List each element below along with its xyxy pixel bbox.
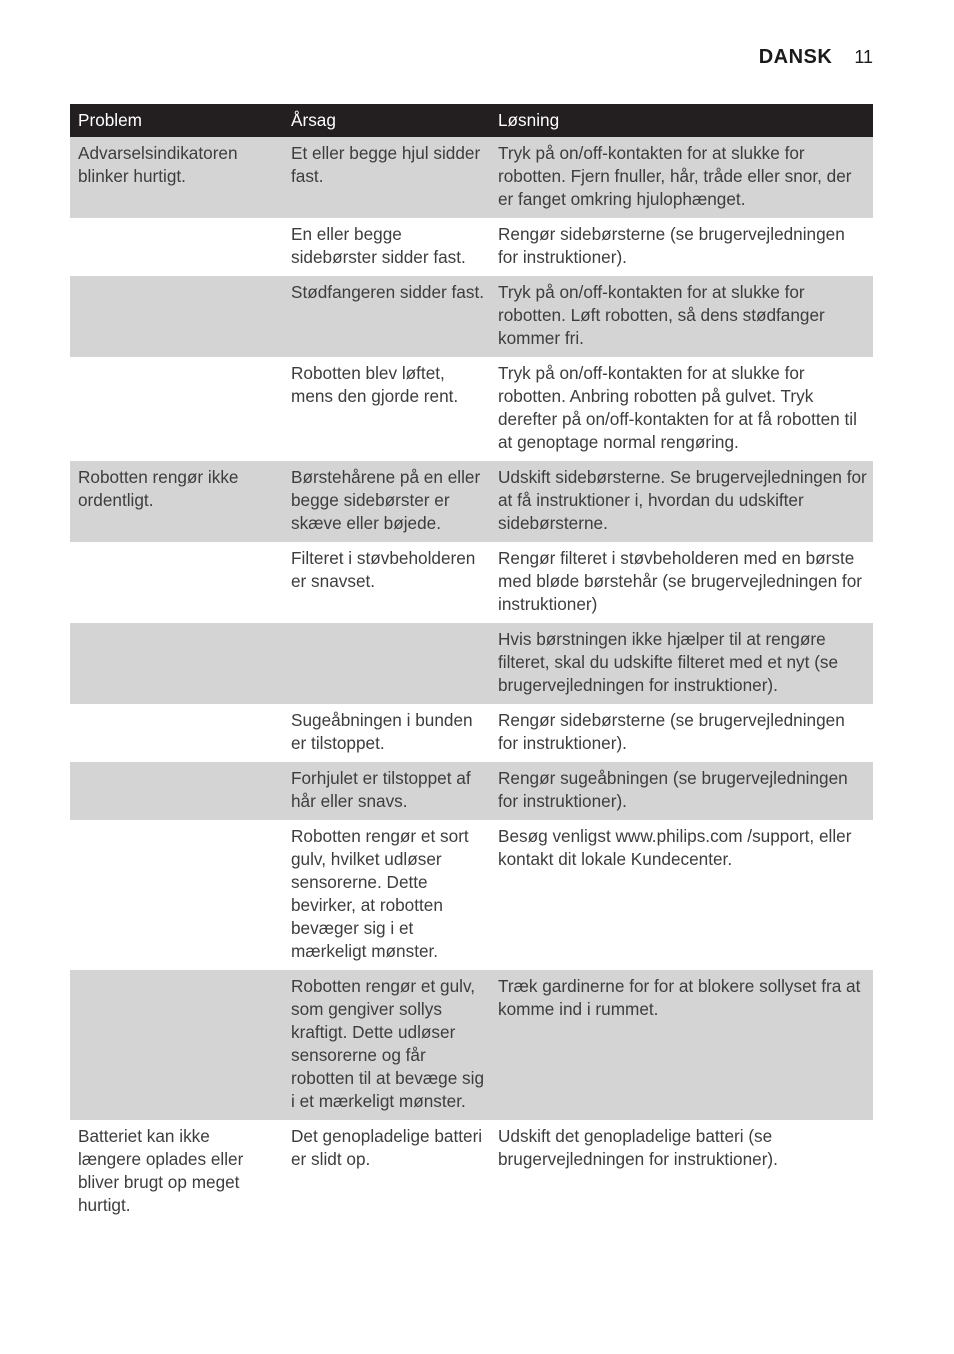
solution-cell: Rengør filteret i støvbeholderen med en børste med bløde børstehår (se brugervejledningen for instruktioner) (490, 542, 873, 623)
solution-cell: Besøg venligst www.philips.com /support, eller kontakt dit lokale Kundecenter. (490, 820, 873, 970)
problem-cell: Robotten rengør ikke ordentligt. (70, 461, 283, 542)
table-row (70, 623, 873, 704)
problem-cell: Advarselsindikatoren blinker hurtigt. (70, 137, 283, 218)
cause-cell: Et eller begge hjul sidder fast. (283, 137, 490, 218)
solution-cell: Rengør sugeåbningen (se brugervejledningen for instruktioner). (490, 762, 873, 820)
column-header-solution: Løsning (490, 104, 873, 137)
page-number: 11 (854, 47, 873, 67)
cause-cell (283, 623, 490, 704)
table-row (70, 704, 873, 762)
problem-cell (70, 762, 283, 820)
column-header-problem: Problem (70, 104, 283, 137)
cause-cell: En eller begge sidebørster sidder fast. (283, 218, 490, 276)
cause-cell: Forhjulet er tilstoppet af hår eller snavs. (283, 762, 490, 820)
problem-cell (70, 357, 283, 461)
table-row (70, 357, 873, 461)
table-row (70, 542, 873, 623)
cause-cell: Robotten rengør et sort gulv, hvilket udløser sensorerne. Dette bevirker, at robotten bevæger sig i et mærkeligt mønster. (283, 820, 490, 970)
table-row (70, 218, 873, 276)
table-row (70, 820, 873, 970)
solution-cell: Udskift det genopladelige batteri (se brugervejledningen for instruktioner). (490, 1120, 873, 1224)
cause-cell: Robotten rengør et gulv, som gengiver sollys kraftigt. Dette udløser sensorerne og får robotten til at bevæge sig i et mærkeligt mønster. (283, 970, 490, 1120)
problem-cell (70, 970, 283, 1120)
problem-cell: Batteriet kan ikke længere oplades eller bliver brugt op meget hurtigt. (70, 1120, 283, 1224)
solution-cell: Rengør sidebørsterne (se brugervejledningen for instruktioner). (490, 218, 873, 276)
cause-cell: Robotten blev løftet, mens den gjorde rent. (283, 357, 490, 461)
solution-cell: Tryk på on/off-kontakten for at slukke for robotten. Løft robotten, så dens stødfanger kommer fri. (490, 276, 873, 357)
table-row (70, 970, 873, 1120)
problem-cell (70, 623, 283, 704)
solution-cell: Hvis børstningen ikke hjælper til at rengøre filteret, skal du udskifte filteret med et nyt (se brugervejledningen for instruktioner). (490, 623, 873, 704)
column-header-cause: Årsag (283, 104, 490, 137)
table-row (70, 762, 873, 820)
solution-cell: Rengør sidebørsterne (se brugervejledningen for instruktioner). (490, 704, 873, 762)
problem-cell (70, 542, 283, 623)
language-label: DANSK (758, 46, 833, 68)
problem-cell (70, 276, 283, 357)
table-row (70, 137, 873, 218)
cause-cell: Stødfangeren sidder fast. (283, 276, 490, 357)
cause-cell: Sugeåbningen i bunden er tilstoppet. (283, 704, 490, 762)
solution-cell: Tryk på on/off-kontakten for at slukke for robotten. Fjern fnuller, hår, tråde eller snor, der er fanget omkring hjulophænget. (490, 137, 873, 218)
cause-cell: Børstehårene på en eller begge sidebørster er skæve eller bøjede. (283, 461, 490, 542)
table-row (70, 461, 873, 542)
solution-cell: Træk gardinerne for for at blokere sollyset fra at komme ind i rummet. (490, 970, 873, 1120)
troubleshooting-table (70, 104, 873, 1224)
table-row (70, 1120, 873, 1224)
table-header-row (70, 104, 873, 137)
cause-cell: Filteret i støvbeholderen er snavset. (283, 542, 490, 623)
solution-cell: Tryk på on/off-kontakten for at slukke for robotten. Anbring robotten på gulvet. Tryk derefter på on/off-kontakten for at få robotten til at genoptage normal rengøring. (490, 357, 873, 461)
page-header (759, 46, 873, 69)
solution-cell: Udskift sidebørsterne. Se brugervejledningen for at få instruktioner i, hvordan du udskifter sidebørsterne. (490, 461, 873, 542)
problem-cell (70, 704, 283, 762)
problem-cell (70, 820, 283, 970)
table-row (70, 276, 873, 357)
problem-cell (70, 218, 283, 276)
cause-cell: Det genopladelige batteri er slidt op. (283, 1120, 490, 1224)
